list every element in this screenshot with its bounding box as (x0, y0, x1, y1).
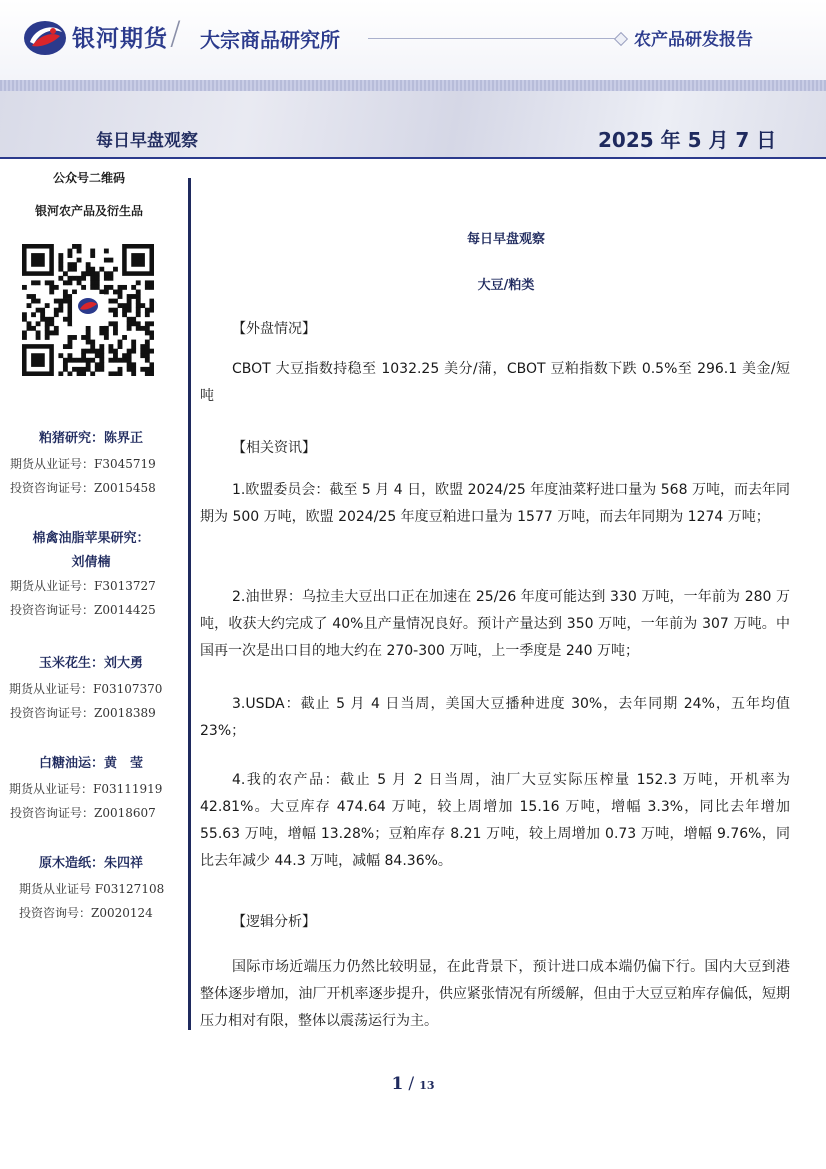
header-divider: / (170, 14, 181, 52)
qr-heading: 公众号二维码 (52, 171, 125, 185)
analyst-block (0, 855, 182, 925)
advisory-license: 投资咨询证号：Z0015458 (10, 481, 156, 495)
analyst-name: 白糖油运：黄 莹 (38, 756, 143, 771)
analyst-block (0, 530, 182, 622)
logic-analysis-text: 国际市场近端压力仍然比较明显，在此背景下，预计进口成本端仍偏下行。国内大豆到港整体逐步增加，油厂开机率逐步提升，供应紧张情况有所缓解，但由于大豆豆粕库存偏低，短期压力相对有限，整体以震荡运行为主。 (200, 959, 790, 1029)
content-title: 每日早盘观察 (466, 232, 545, 247)
analyst-name-line2: 刘倩楠 (71, 555, 111, 570)
analyst-name: 玉米花生：刘大勇 (38, 656, 143, 671)
futures-license: 期货从业证号：F03111919 (9, 782, 163, 796)
advisory-license: 投资咨询号：Z0020124 (19, 906, 153, 920)
analyst-block (0, 430, 182, 500)
advisory-license: 投资咨询证号：Z0018389 (10, 706, 156, 720)
futures-license: 期货从业证号：F3045719 (10, 457, 156, 471)
page-total: 13 (419, 1079, 435, 1092)
report-type: 农产品研发报告 (634, 30, 753, 50)
external-market-text: CBOT 大豆指数持稳至 1032.25 美分/蒲，CBOT 豆粕指数下跌 0.5%至 296.1 美金/短吨 (200, 361, 790, 404)
analyst-block (0, 655, 182, 725)
institute-name: 大宗商品研究所 (200, 28, 340, 52)
page-separator: / (408, 1074, 415, 1094)
section-heading-logic: 【逻辑分析】 (232, 914, 316, 930)
qr-account-name: 银河农产品及衍生品 (34, 204, 143, 218)
header-deco-line (368, 38, 618, 39)
futures-license: 期货从业证号 F03127108 (19, 882, 165, 896)
futures-license: 期货从业证号：F03107370 (9, 682, 163, 696)
news-item: 4.我的农产品：截止 5 月 2 日当周，油厂大豆实际压榨量 152.3 万吨，开机率为 42.81%。大豆库存 474.64 万吨，较上周增加 15.16 万吨，增幅 3.3%，同比去年增加 55.63 万吨，增幅 13.28%；豆粕库存 8.21 万吨，较上周增加 0.73 万吨，增幅 9.76%，同比去年减少 44.3 万吨，减幅 84.36%。 (200, 772, 790, 869)
sidebar-divider (188, 178, 191, 1030)
news-item: 1.欧盟委员会：截至 5 月 4 日，欧盟 2024/25 年度油菜籽进口量为 568 万吨，而去年同期为 500 万吨，欧盟 2024/25 年度豆粕进口量为 1577 万吨，而去年同期为 1274 万吨； (200, 482, 790, 525)
advisory-license: 投资咨询证号：Z0014425 (10, 603, 156, 617)
header-band-rule (0, 157, 826, 159)
page-number (0, 1074, 826, 1094)
header-stripe (0, 80, 826, 91)
analyst-name: 棉禽油脂苹果研究： (32, 531, 150, 546)
section-heading-external: 【外盘情况】 (232, 321, 316, 337)
section-heading-news: 【相关资讯】 (232, 440, 316, 456)
content-subtitle: 大豆/粕类 (477, 278, 535, 293)
analyst-name: 粕猪研究：陈界正 (38, 431, 143, 446)
advisory-license: 投资咨询证号：Z0018607 (10, 806, 156, 820)
page-current: 1 (391, 1074, 404, 1094)
report-title: 每日早盘观察 (96, 131, 198, 151)
qr-code-icon (22, 244, 154, 376)
futures-license: 期货从业证号：F3013727 (10, 579, 156, 593)
analyst-block (0, 755, 182, 825)
brand-name: 银河期货 (72, 26, 168, 52)
galaxy-futures-logo-icon (22, 18, 68, 58)
news-item: 2.油世界：乌拉圭大豆出口正在加速在 25/26 年度可能达到 330 万吨，一年前为 280 万吨，收获大约完成了 40%且产量情况良好。预计产量达到 350 万吨，一年前为 307 万吨。中国再一次是出口目的地大约在 270-300 万吨，上一季度是 240 万吨； (200, 589, 790, 659)
report-date: 2025 年 5 月 7 日 (598, 128, 777, 152)
news-item: 3.USDA：截止 5 月 4 日当周，美国大豆播种进度 30%，去年同期 24%，五年均值 23%； (200, 696, 790, 739)
analyst-name: 原木造纸：朱四祥 (38, 856, 143, 871)
